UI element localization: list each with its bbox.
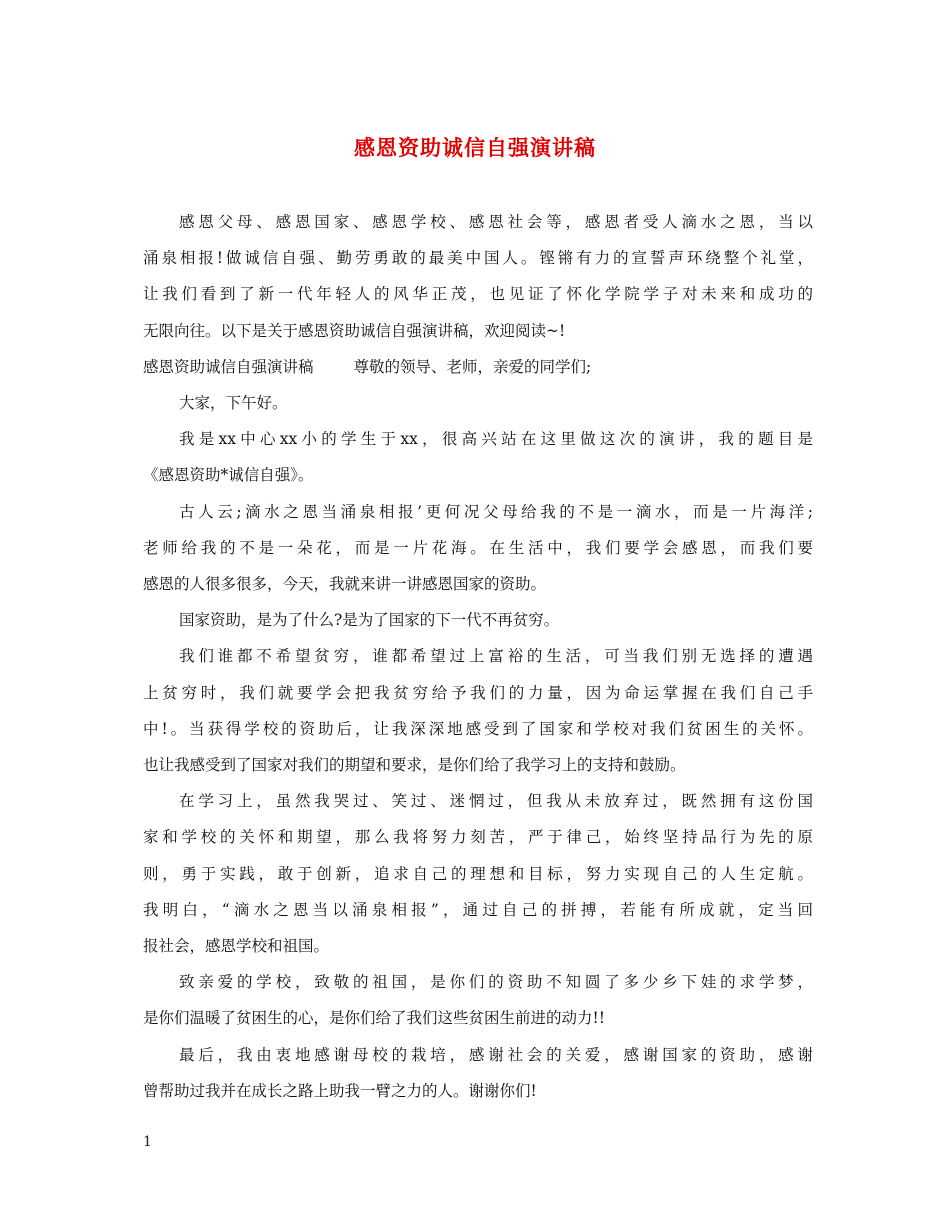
text-line: 感恩父母、感恩国家、感恩学校、感恩社会等，感恩者受人滴水之恩，当以: [179, 213, 813, 231]
paragraph-poverty: [143, 638, 813, 783]
text-line: 也让我感受到了国家对我们的期望和要求，是你们给了我学习上的支持和鼓励。: [143, 756, 686, 775]
text-line: 致亲爱的学校，致敬的祖国，是你们的资助不知圆了多少乡下娃的求学梦，: [179, 973, 813, 992]
page-number: 1: [143, 1134, 152, 1150]
paragraph-tribute: [143, 964, 813, 1036]
text-line: 最后，我由衷地感谢母校的栽培，感谢社会的关爱，感谢国家的资助，感谢: [179, 1045, 813, 1064]
text-line: 我明白，“滴水之恩当以涌泉相报”，通过自己的拼搏，若能有所成就，定当回: [143, 900, 813, 919]
text-line: 在学习上，虽然我哭过、笑过、迷惘过，但我从未放弃过，既然拥有这份国: [179, 792, 813, 811]
text-line: 国家资助，是为了什么?是为了国家的下一代不再贫穷。: [179, 611, 560, 630]
text-line: 古人云;滴水之恩当涌泉相报’更何况父母给我的不是一滴水，而是一片海洋;: [179, 502, 813, 521]
paragraph-study: [143, 783, 813, 964]
text-line: 我们谁都不希望贫穷，谁都希望过上富裕的生活，可当我们别无选择的遭遇: [179, 647, 813, 666]
paragraph-state-aid: [143, 602, 813, 638]
document-body: [143, 204, 813, 1109]
paragraph-introduction: [143, 421, 813, 493]
text-line: 上贫穷时，我们就要学会把我贫穷给予我们的力量，因为命运掌握在我们自己手: [143, 683, 813, 702]
text-line: 《感恩资助*诚信自强》。: [143, 466, 314, 485]
text-line: 我是xx中心xx小的学生于xx，很高兴站在这里做这次的演讲，我的题目是: [179, 430, 813, 449]
paragraph-closing: [143, 1037, 813, 1109]
text-line: 家和学校的关怀和期望，那么我将努力刻苦，严于律己，始终坚持品行为先的原: [143, 828, 813, 847]
text-line: 感恩的人很多很多，今天，我就来讲一讲感恩国家的资助。: [143, 575, 547, 594]
greeting: 尊敬的领导、老师，亲爱的同学们;: [353, 357, 592, 376]
text-line: 大家，下午好。: [179, 394, 288, 413]
document-title: 感恩资助诚信自强演讲稿: [354, 135, 596, 160]
paragraph-salutation: [143, 385, 813, 421]
paragraph-heading-greeting: [143, 349, 813, 385]
heading-greeting-line: [143, 349, 813, 385]
speech-heading: 感恩资助诚信自强演讲稿: [143, 357, 314, 376]
text-line: 老师给我的不是一朵花，而是一片花海。在生活中，我们要学会感恩，而我们要: [143, 538, 813, 557]
text-line: 中!。当获得学校的资助后，让我深深地感受到了国家和学校对我们贫困生的关怀。: [143, 719, 813, 738]
text-line: 是你们温暖了贫困生的心，是你们给了我们这些贫困生前进的动力!!: [143, 1009, 605, 1028]
text-line: 涌泉相报!做诚信自强、勤劳勇敢的最美中国人。铿锵有力的宣誓声环绕整个礼堂，: [143, 249, 813, 268]
text-line: 曾帮助过我并在成长之路上助我一臂之力的人。谢谢你们!: [143, 1081, 537, 1100]
paragraph-intro: [143, 204, 813, 349]
text-line: 让我们看到了新一代年轻人的风华正茂，也见证了怀化学院学子对未来和成功的: [143, 285, 813, 304]
paragraph-ancient-saying: [143, 494, 813, 603]
text-line: 报社会，感恩学校和祖国。: [143, 937, 330, 956]
text-line: 则，勇于实践，敢于创新，追求自己的理想和目标，努力实现自己的人生定航。: [143, 864, 813, 883]
text-line: 无限向往。以下是关于感恩资助诚信自强演讲稿，欢迎阅读~!: [143, 321, 566, 340]
